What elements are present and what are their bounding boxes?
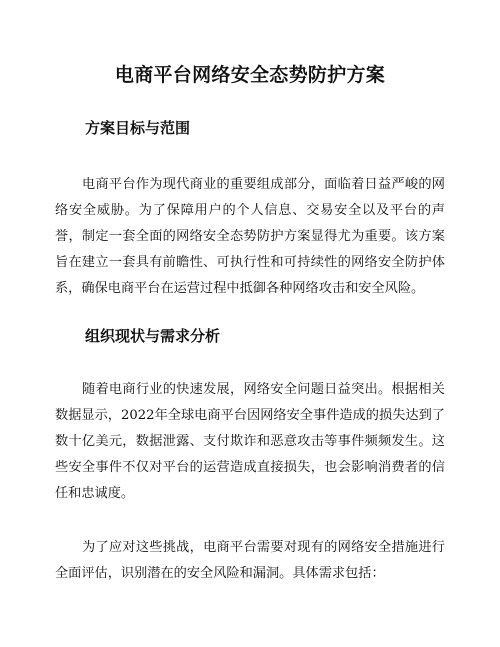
paragraph-goals: 电商平台作为现代商业的重要组成部分，面临着日益严峻的网络安全威胁。为了保障用户的个人信息、交易安全以及平台的声誉，制定一套全面的网络安全态势防护方案显得尤为重要。该方案旨在建立一套具有前瞻性、可执行性和可持续性的网络安全防护体系，确保电商平台在运营过程中抵御各种网络攻击和安全风险。 (55, 177, 445, 296)
section-heading-analysis: 组织现状与需求分析 (85, 327, 221, 345)
section-heading-goals: 方案目标与范围 (85, 119, 191, 137)
paragraph-analysis-2: 为了应对这些挑战，电商平台需要对现有的网络安全措施进行全面评估，识别潜在的安全风险和漏洞。具体需求包括： (55, 540, 445, 581)
paragraph-analysis-1: 随着电商行业的快速发展，网络安全问题日益突出。根据相关数据显示，2022年全球电商平台因网络安全事件造成的损失达到了数十亿美元，数据泄露、支付欺诈和恶意攻击等事件频频发生。这些安全事件不仅对平台的运营造成直接损失，也会影响消费者的信任和忠诚度。 (55, 382, 445, 501)
document-title: 电商平台网络安全态势防护方案 (114, 64, 386, 86)
